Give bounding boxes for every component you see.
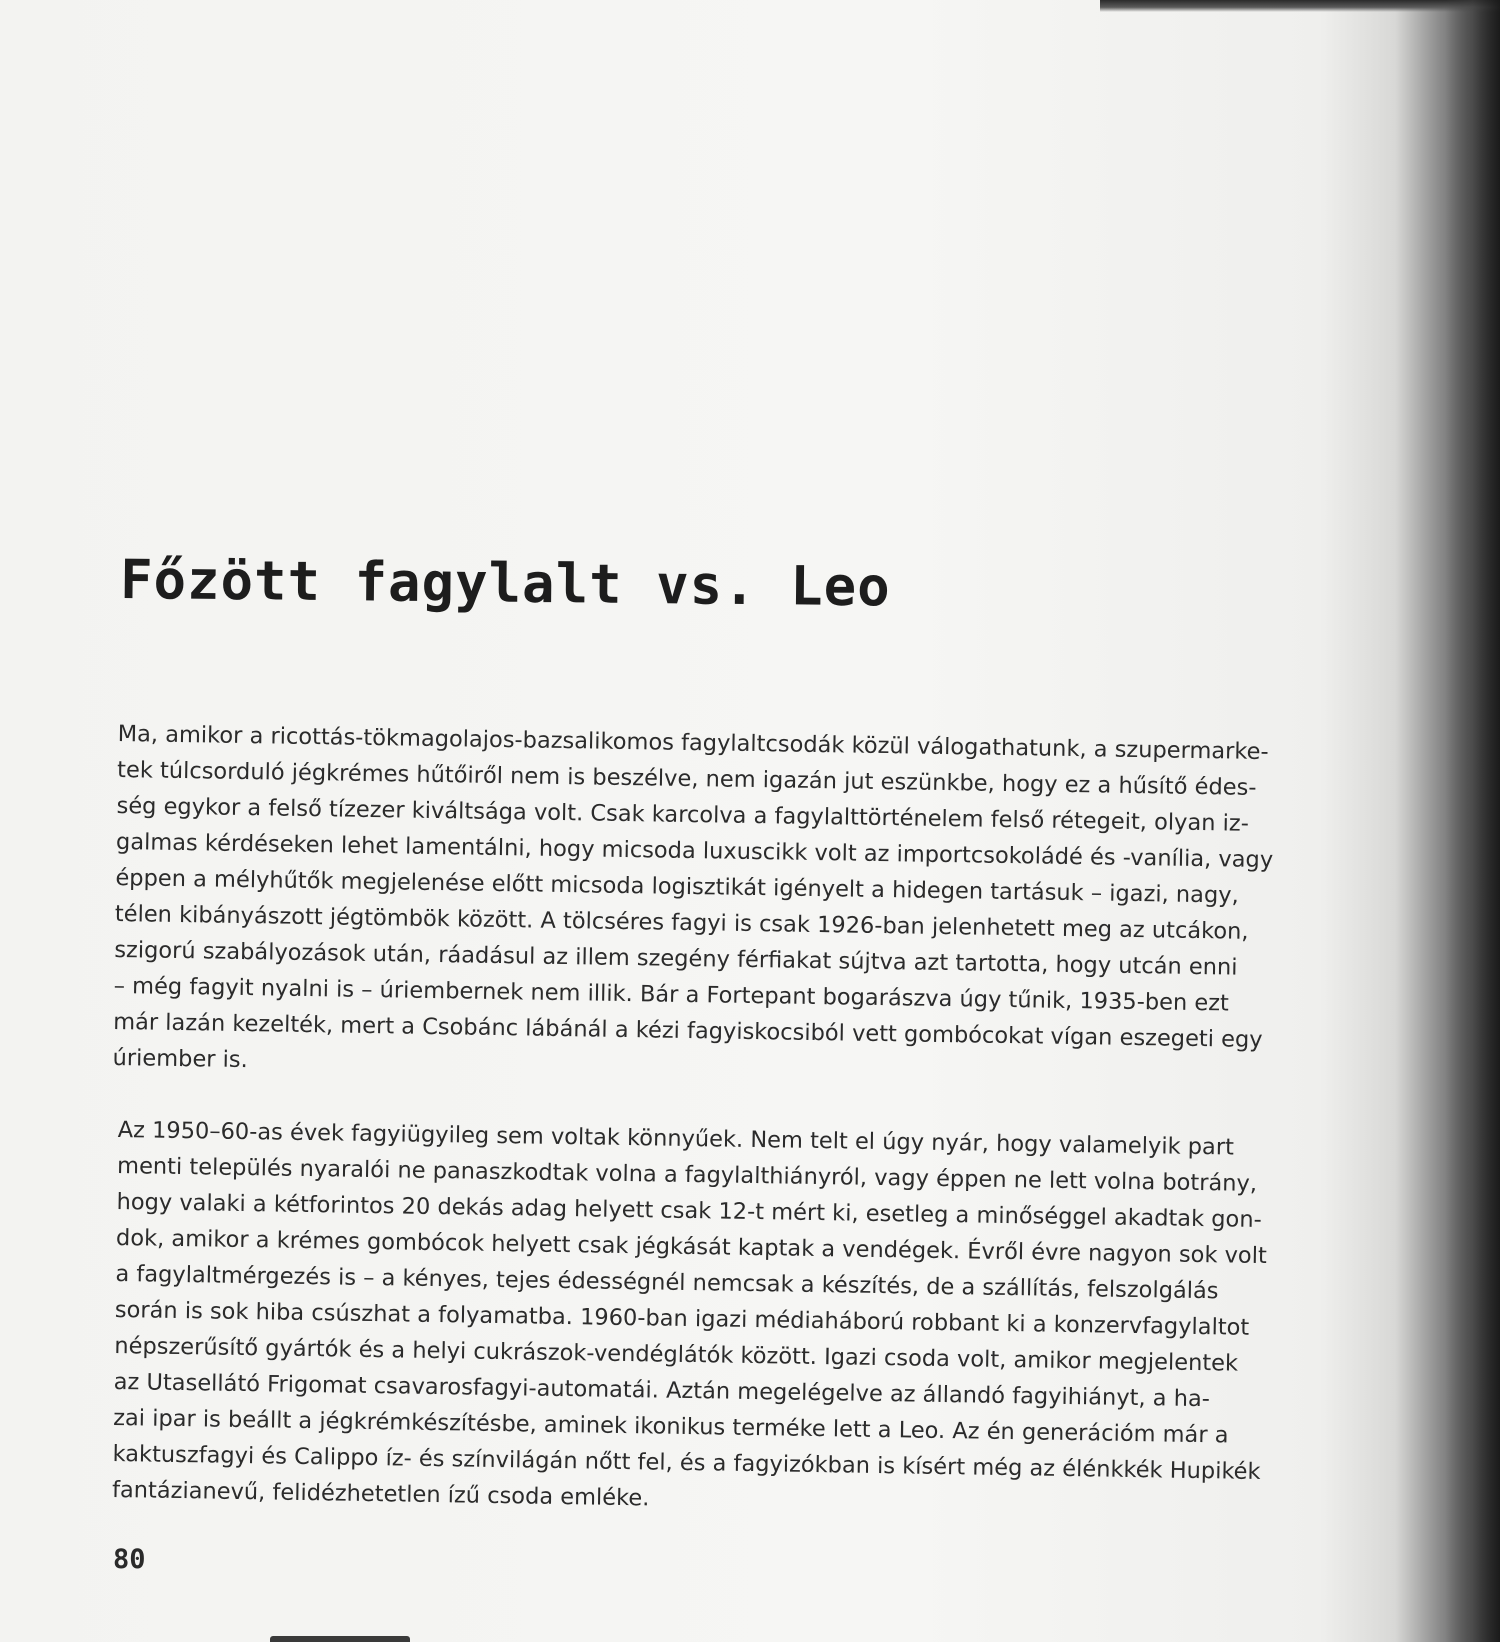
paragraph-line: a fagylaltmérgezés is – a kényes, tejes édességnél nemcsak a készítés, de a szállítás, felszolgálás [115, 1260, 1219, 1305]
paragraph-line: ség egykor a felső tízezer kiváltsága volt. Csak karcolva a fagylalttörténelem felső rétegeit, olyan iz- [116, 792, 1250, 837]
paragraph-line: – még fagyit nyalni is – úriembernek nem illik. Bár a Fortepant bogarászva úgy tűnik, 1935-ben ezt [113, 972, 1230, 1017]
paragraph-line: hogy valaki a kétforintos 20 dekás adag helyett csak 12-t mért ki, esetleg a minőséggel akadtak gon- [116, 1188, 1262, 1233]
paragraph-2 [112, 1112, 1448, 1529]
paragraph-line: kaktuszfagyi és Calippo íz- és színvilágán nőtt fel, és a fagyizókban is kísért még az élénkkék Hupikék [112, 1440, 1261, 1485]
page-top-edge-shadow [1100, 0, 1500, 12]
paragraph-line: népszerűsítő gyártók és a helyi cukrászok-vendéglátók között. Igazi csoda volt, amikor megjelentek [114, 1332, 1239, 1377]
paragraph-line: az Utasellátó Frigomat csavarosfagyi-automatái. Aztán megelégelve az állandó fagyihiányt, a ha- [113, 1368, 1211, 1413]
paragraph-line: már lazán kezelték, mert a Csobánc lábánál a kézi fagyiskocsiból vett gombócokat vígan eszegeti egy [112, 1008, 1263, 1054]
paragraph-line: menti település nyaralói ne panaszkodtak volna a fagylalthiányról, vagy éppen ne lett volna botrány, [116, 1152, 1258, 1197]
binding-gutter-shadow [1445, 0, 1500, 1642]
paragraph-line: Az 1950–60-as évek fagyiügyileg sem voltak könnyűek. Nem telt el úgy nyár, hogy valamelyik part [117, 1116, 1235, 1161]
paragraph-line: tek túlcsorduló jégkrémes hűtőiről nem is beszélve, nem igazán jut eszünkbe, hogy ez a hűsítő édes- [116, 756, 1257, 801]
paragraph-line: zai ipar is beállt a jégkrémkészítésbe, aminek ikonikus terméke lett a Leo. Az én generációm már a [112, 1404, 1229, 1449]
paragraph-1 [112, 716, 1447, 1097]
bottom-edge-mark [270, 1636, 410, 1642]
paragraph-line: szigorú szabályozások után, ráadásul az illem szegény férfiakat sújtva azt tartotta, hogy utcán enni [114, 936, 1238, 981]
paragraph-line: úriember is. [112, 1044, 249, 1074]
paragraph-line: fantázianevű, felidézhetetlen ízű csoda emléke. [111, 1476, 650, 1512]
page-number: 80 [113, 1544, 146, 1575]
paragraph-line: dok, amikor a krémes gombócok helyett csak jégkását kaptak a vendégek. Évről évre nagyon sok volt [115, 1224, 1267, 1270]
chapter-title: Főzött fagylalt vs. Leo [119, 548, 892, 619]
paragraph-line: galmas kérdéseken lehet lamentálni, hogy micsoda luxuscikk volt az importcsokoládé és -vanília, vagy [115, 828, 1274, 874]
paragraph-line: Ma, amikor a ricottás-tökmagolajos-bazsalikomos fagylaltcsodák közül válogathatunk, a szupermarke- [117, 720, 1269, 766]
paragraph-line: télen kibányászott jégtömbök között. A tölcséres fagyi is csak 1926-ban jelenhetett meg az utcákon, [114, 900, 1249, 945]
paragraph-line: során is sok hiba csúszhat a folyamatba. 1960-ban igazi médiaháború robbant ki a konzervfagylaltot [114, 1296, 1250, 1341]
paragraph-line: éppen a mélyhűtők megjelenése előtt micsoda logisztikát igényelt a hidegen tartásuk – igazi, nagy, [115, 864, 1239, 909]
